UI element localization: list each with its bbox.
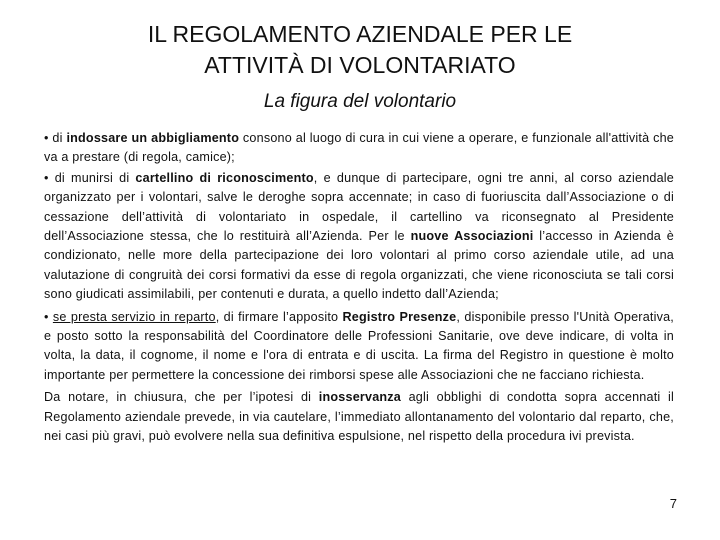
paragraph-badge: [44, 169, 674, 305]
text-run: , disponibile presso l'Unità Operativa, e posto sotto la responsabilità del Coordinatore delle Professioni Sanitarie, ove deve indicare, di volta in volta, la data, il cognome, il nome e l'ora di entrata e di uscita. La firma del Registro in questione è molto importante per permettere la concessione dei rimborsi spese alle Associazioni che ne facciano richiesta.: [44, 309, 675, 382]
text-run: consono al luogo di cura in cui viene a operare, e funzionale all'attività che va a prestare (di regola, camice);: [44, 131, 674, 165]
bold-run: Registro Presenze: [342, 309, 457, 324]
title-line-1: IL REGOLAMENTO AZIENDALE PER LE: [147, 21, 573, 47]
text-run: • di: [44, 131, 67, 145]
title-line-2: ATTIVITÀ DI VOLONTARIATO: [204, 52, 516, 78]
bold-run: cartellino di riconoscimento: [135, 170, 314, 185]
bold-run: nuove Associazioni: [410, 229, 534, 244]
slide-subtitle: La figura del volontario: [263, 91, 457, 112]
page-number: 7: [669, 496, 677, 511]
text-run: Da notare, in chiusura, che per l’ipotesi di: [44, 390, 319, 405]
text-run: agli obblighi di condotta sopra accennati il Regolamento aziendale prevede, in via cautelare, l’immediato allontanamento del volontario dal reparto, che, nei casi più gravi, può evolvere nella sua definitiva espulsione, nel rispetto della procedura ivi prevista.: [44, 390, 675, 444]
paragraph-register: [44, 308, 674, 386]
body-text: [44, 129, 674, 448]
underlined-run: se presta servizio in reparto: [52, 309, 216, 324]
paragraph-clothing: [44, 129, 674, 168]
text-run: , di firmare l’apposito: [215, 309, 343, 324]
slide-title: [60, 19, 660, 81]
text-run: • di munirsi di: [44, 170, 136, 185]
bold-run: indossare un abbigliamento: [66, 131, 240, 145]
paragraph-closing: [44, 388, 674, 446]
text-run: , e dunque di partecipare, ogni tre anni, al corso aziendale organizzato per i volontari, salve le deroghe sopra accennate; in caso di fuoriuscita dall’Associazione o di cessazione dell’attività di volontariato in ospedale, il cartellino va riconsegnato al Presidente dell’Associazione stessa, che lo restituirà all’Azienda. Per le: [44, 170, 675, 244]
text-run: •: [44, 309, 53, 324]
bold-run: inosservanza: [318, 390, 401, 405]
text-run: l’accesso in Azienda è condizionato, nelle more della partecipazione dei loro volontari al primo corso aziendale utile, ad una valutazione di congruità dei corsi formativi da esse di regola organizzati, che viene riconosciuta se tali corsi sono giudicati assimilabili, per contenuti e durata, a quello indetto dall’Azienda;: [44, 229, 675, 302]
